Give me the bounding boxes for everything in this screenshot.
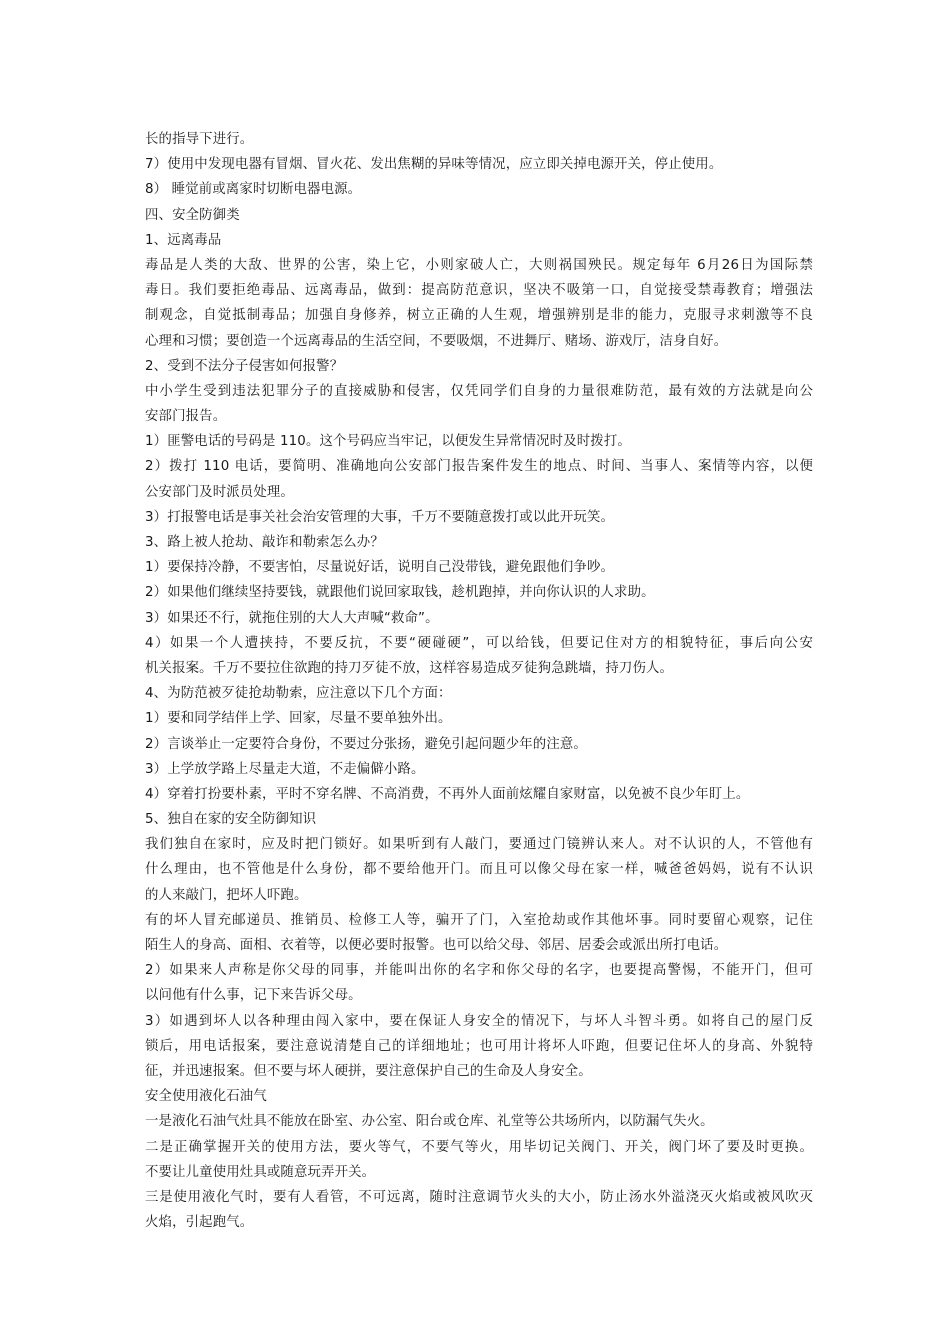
- text-line: 有的坏人冒充邮递员、推销员、检修工人等，骗开了门，入室抢劫或作其他坏事。同时要留心观察，记住: [145, 912, 813, 928]
- text-line: 3、路上被人抢劫、敲诈和勒索怎么办？: [145, 535, 384, 550]
- text-line: 8） 睡觉前或离家时切断电器电源。: [145, 182, 362, 198]
- text-line: 二是正确掌握开关的使用方法，要火等气，不要气等火，用毕切记关阀门、开关，阀门坏了要及时更换。: [145, 1139, 813, 1155]
- text-line: 7）使用中发现电器有冒烟、冒火花、发出焦糊的异味等情况，应立即关掉电源开关，停止使用。: [145, 157, 723, 173]
- text-line: 心理和习惯；要创造一个远离毒品的生活空间，不要吸烟，不进舞厅、赌场、游戏厅，洁身自好。: [145, 333, 728, 349]
- text-line: 毒品是人类的大敌、世界的公害，染上它，小则家破人亡，大则祸国殃民。规定每年 6月26日为国际禁: [145, 257, 813, 273]
- text-line: 的人来敲门，把坏人吓跑。: [145, 887, 308, 903]
- text-line: 陌生人的身高、面相、衣着等，以便必要时报警。也可以给父母、邻居、居委会或派出所打电话。: [145, 938, 728, 953]
- text-line: 1）匪警电话的号码是 110。这个号码应当牢记，以便发生异常情况时及时拨打。: [145, 434, 631, 450]
- text-line: 安全使用液化石油气: [145, 1089, 267, 1105]
- text-line: 制观念，自觉抵制毒品；加强自身修养，树立正确的人生观，增强辨别是非的能力，克服寻求刺激等不良: [145, 308, 813, 324]
- text-line: 锁后，用电话报案，要注意说清楚自己的详细地址；也可用计将坏人吓跑，但要记住坏人的身高、外貌特: [145, 1038, 813, 1054]
- text-line: 3）如果还不行，就拖住别的大人大声喊“救命”。: [145, 610, 439, 626]
- text-line: 4）穿着打扮要朴素，平时不穿名牌、不高消费，不再外人面前炫耀自家财富，以免被不良少年盯上。: [145, 786, 750, 802]
- document-body: [145, 127, 813, 1235]
- text-line: 长的指导下进行。: [145, 132, 254, 147]
- text-line: 什么理由，也不管他是什么身份，都不要给他开门。而且可以像父母在家一样，喊爸爸妈妈，说有不认识: [145, 862, 813, 878]
- text-line: 三是使用液化气时，要有人看管，不可远离，随时注意调节火头的大小，防止汤水外溢浇灭火焰或被风吹灭: [145, 1189, 813, 1205]
- text-line: 公安部门及时派员处理。: [145, 484, 294, 500]
- text-line: 3）如遇到坏人以各种理由闯入家中，要在保证人身安全的情况下，与坏人斗智斗勇。如将自己的屋门反: [145, 1013, 813, 1029]
- text-line: 1、远离毒品: [145, 232, 222, 248]
- text-line: 征，并迅速报案。但不要与坏人硬拼，要注意保护自己的生命及人身安全。: [145, 1063, 592, 1079]
- text-line: 2）拨打 110 电话，要简明、准确地向公安部门报告案件发生的地点、时间、当事人、案情等内容，以便: [145, 459, 813, 475]
- text-line: 四、安全防御类: [145, 207, 240, 223]
- text-line: 2）如果他们继续坚持要钱，就跟他们说回家取钱，趁机跑掉，并向你认识的人求助。: [145, 585, 655, 601]
- text-line: 2、受到不法分子侵害如何报警？: [145, 358, 344, 374]
- text-line: 4、为防范被歹徒抢劫勒索，应注意以下几个方面：: [145, 686, 452, 702]
- text-line: 3）打报警电话是事关社会治安管理的大事，千万不要随意拨打或以此开玩笑。: [145, 509, 615, 525]
- text-line: 4）如果一个人遭挟持，不要反抗，不要“硬碰硬”，可以给钱，但要记住对方的相貌特征，事后向公安: [145, 635, 813, 651]
- text-line: 一是液化石油气灶具不能放在卧室、办公室、阳台或仓库、礼堂等公共场所内，以防漏气失火。: [145, 1114, 714, 1130]
- text-line: 3）上学放学路上尽量走大道，不走偏僻小路。: [145, 761, 425, 777]
- text-line: 我们独自在家时，应及时把门锁好。如果听到有人敲门，要通过门镜辨认来人。对不认识的人，不管他有: [145, 837, 813, 853]
- text-line: 机关报案。千万不要拉住欲跑的持刀歹徒不放，这样容易造成歹徒狗急跳墙，持刀伤人。: [145, 660, 674, 676]
- text-line: 安部门报告。: [145, 409, 227, 425]
- text-line: 中小学生受到违法犯罪分子的直接威胁和侵害，仅凭同学们自身的力量很难防范，最有效的方法就是向公: [145, 383, 813, 399]
- text-line: 不要让儿童使用灶具或随意玩弄开关。: [145, 1164, 376, 1180]
- text-line: 2）如果来人声称是你父母的同事，并能叫出你的名字和你父母的名字，也要提高警惕，不能开门，但可: [145, 963, 813, 979]
- text-line: 1）要和同学结伴上学、回家，尽量不要单独外出。: [145, 711, 452, 727]
- text-line: 2）言谈举止一定要符合身份，不要过分张扬，避免引起问题少年的注意。: [145, 736, 587, 752]
- text-line: 5、独自在家的安全防御知识: [145, 812, 317, 828]
- text-line: 1）要保持冷静，不要害怕，尽量说好话，说明自己没带钱，避免跟他们争吵。: [145, 560, 615, 576]
- text-line: 毒日。我们要拒绝毒品、远离毒品，做到：提高防范意识，坚决不吸第一口，自觉接受禁毒教育；增强法: [145, 283, 813, 299]
- text-line: 火焰，引起跑气。: [145, 1215, 254, 1231]
- text-line: 以问他有什么事，记下来告诉父母。: [145, 988, 362, 1004]
